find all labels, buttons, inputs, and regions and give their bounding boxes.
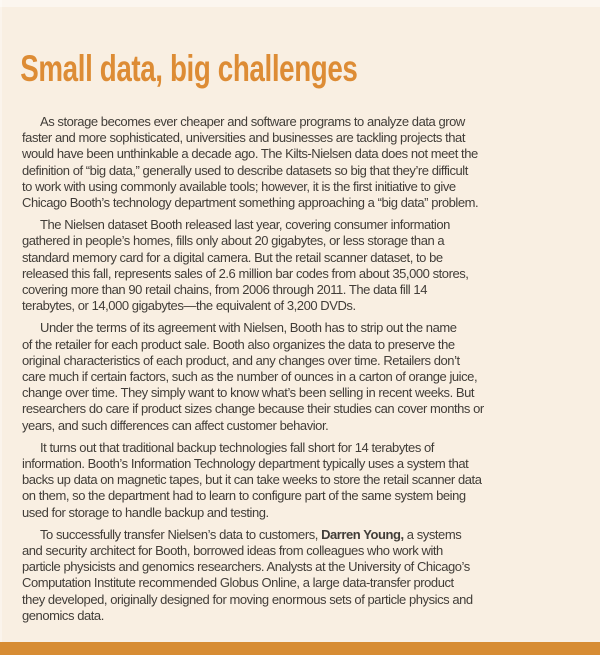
text-line: As storage becomes ever cheaper and software programs to analyze data grow xyxy=(40,114,465,129)
text-line: change over time. They simply want to know what’s been selling in recent weeks. But xyxy=(22,385,475,401)
text-line: they developed, originally designed for moving enormous sets of particle physics and xyxy=(22,591,473,607)
paragraph xyxy=(22,440,560,521)
text-line: care much if certain factors, such as the number of ounces in a carton of orange juice, xyxy=(22,369,478,385)
text-line: gathered in people’s homes, fills only about 20 gigabytes, or less storage than a xyxy=(22,233,445,249)
text-line: standard memory card for a digital camera. But the retail scanner dataset, to be xyxy=(22,249,443,265)
text-line: researchers do care if product sizes change because their studies can cover months or xyxy=(22,401,484,417)
paragraph xyxy=(22,114,560,211)
text-line: used for storage to handle backup and testing. xyxy=(22,504,269,520)
article-title: Small data, big challenges xyxy=(20,48,358,89)
text-line: faster and more sophisticated, universities and businesses are tackling projects that xyxy=(22,130,466,146)
text-line: Computation Institute recommended Globus Online, a large data-transfer product xyxy=(22,575,454,591)
text-line: years, and such differences can affect customer behavior. xyxy=(22,417,329,433)
text-line: on them, so the department had to learn to configure part of the same system being xyxy=(22,488,466,504)
text-line: The Nielsen dataset Booth released last year, covering consumer information xyxy=(40,217,450,233)
text-line: Chicago Booth’s technology department something approaching a “big data” problem. xyxy=(22,195,479,211)
text-line: definition of “big data,” generally used to describe datasets so big that they’re difficult xyxy=(22,162,468,178)
paragraph xyxy=(22,320,560,433)
text-line: would have been unthinkable a decade ago. The Kilts-Nielsen data does not meet the xyxy=(22,146,478,162)
article-body xyxy=(0,114,600,624)
text-line: original characteristics of each product, and any changes over time. Retailers don’t xyxy=(22,352,460,368)
text-line: released this fall, represents sales of 2.6 million bar codes from about 35,000 stores, xyxy=(22,265,469,281)
text-line: of the retailer for each product sale. Booth also organizes the data to preserve the xyxy=(22,336,455,352)
text-line: and security architect for Booth, borrowed ideas from colleagues who work with xyxy=(22,543,443,559)
text-line: It turns out that traditional backup technologies fall short for 14 terabytes of xyxy=(40,439,434,455)
text-line: particle physicists and genomics researchers. Analysts at the University of Chicago’s xyxy=(22,559,470,575)
text-line: To successfully transfer Nielsen’s data to customers, Darren Young, a systems xyxy=(40,526,462,542)
text-line: information. Booth’s Information Technology department typically uses a system that xyxy=(22,456,469,472)
left-edge-highlight xyxy=(0,0,2,642)
text-line: genomics data. xyxy=(22,607,104,623)
paragraph xyxy=(22,217,560,314)
text-line: terabytes, or 14,000 gigabytes—the equivalent of 3,200 DVDs. xyxy=(22,298,356,314)
text-line: Under the terms of its agreement with Nielsen, Booth has to strip out the name xyxy=(40,320,457,336)
text-line: covering more than 90 retail chains, from 2006 through 2011. The data fill 14 xyxy=(22,282,427,298)
paragraph xyxy=(22,527,560,624)
bottom-accent-bar xyxy=(0,642,600,655)
text-line: to work with using commonly available tools; however, it is the first initiative to give xyxy=(22,178,456,194)
text-line: backs up data on magnetic tapes, but it can take weeks to store the retail scanner data xyxy=(22,472,482,488)
